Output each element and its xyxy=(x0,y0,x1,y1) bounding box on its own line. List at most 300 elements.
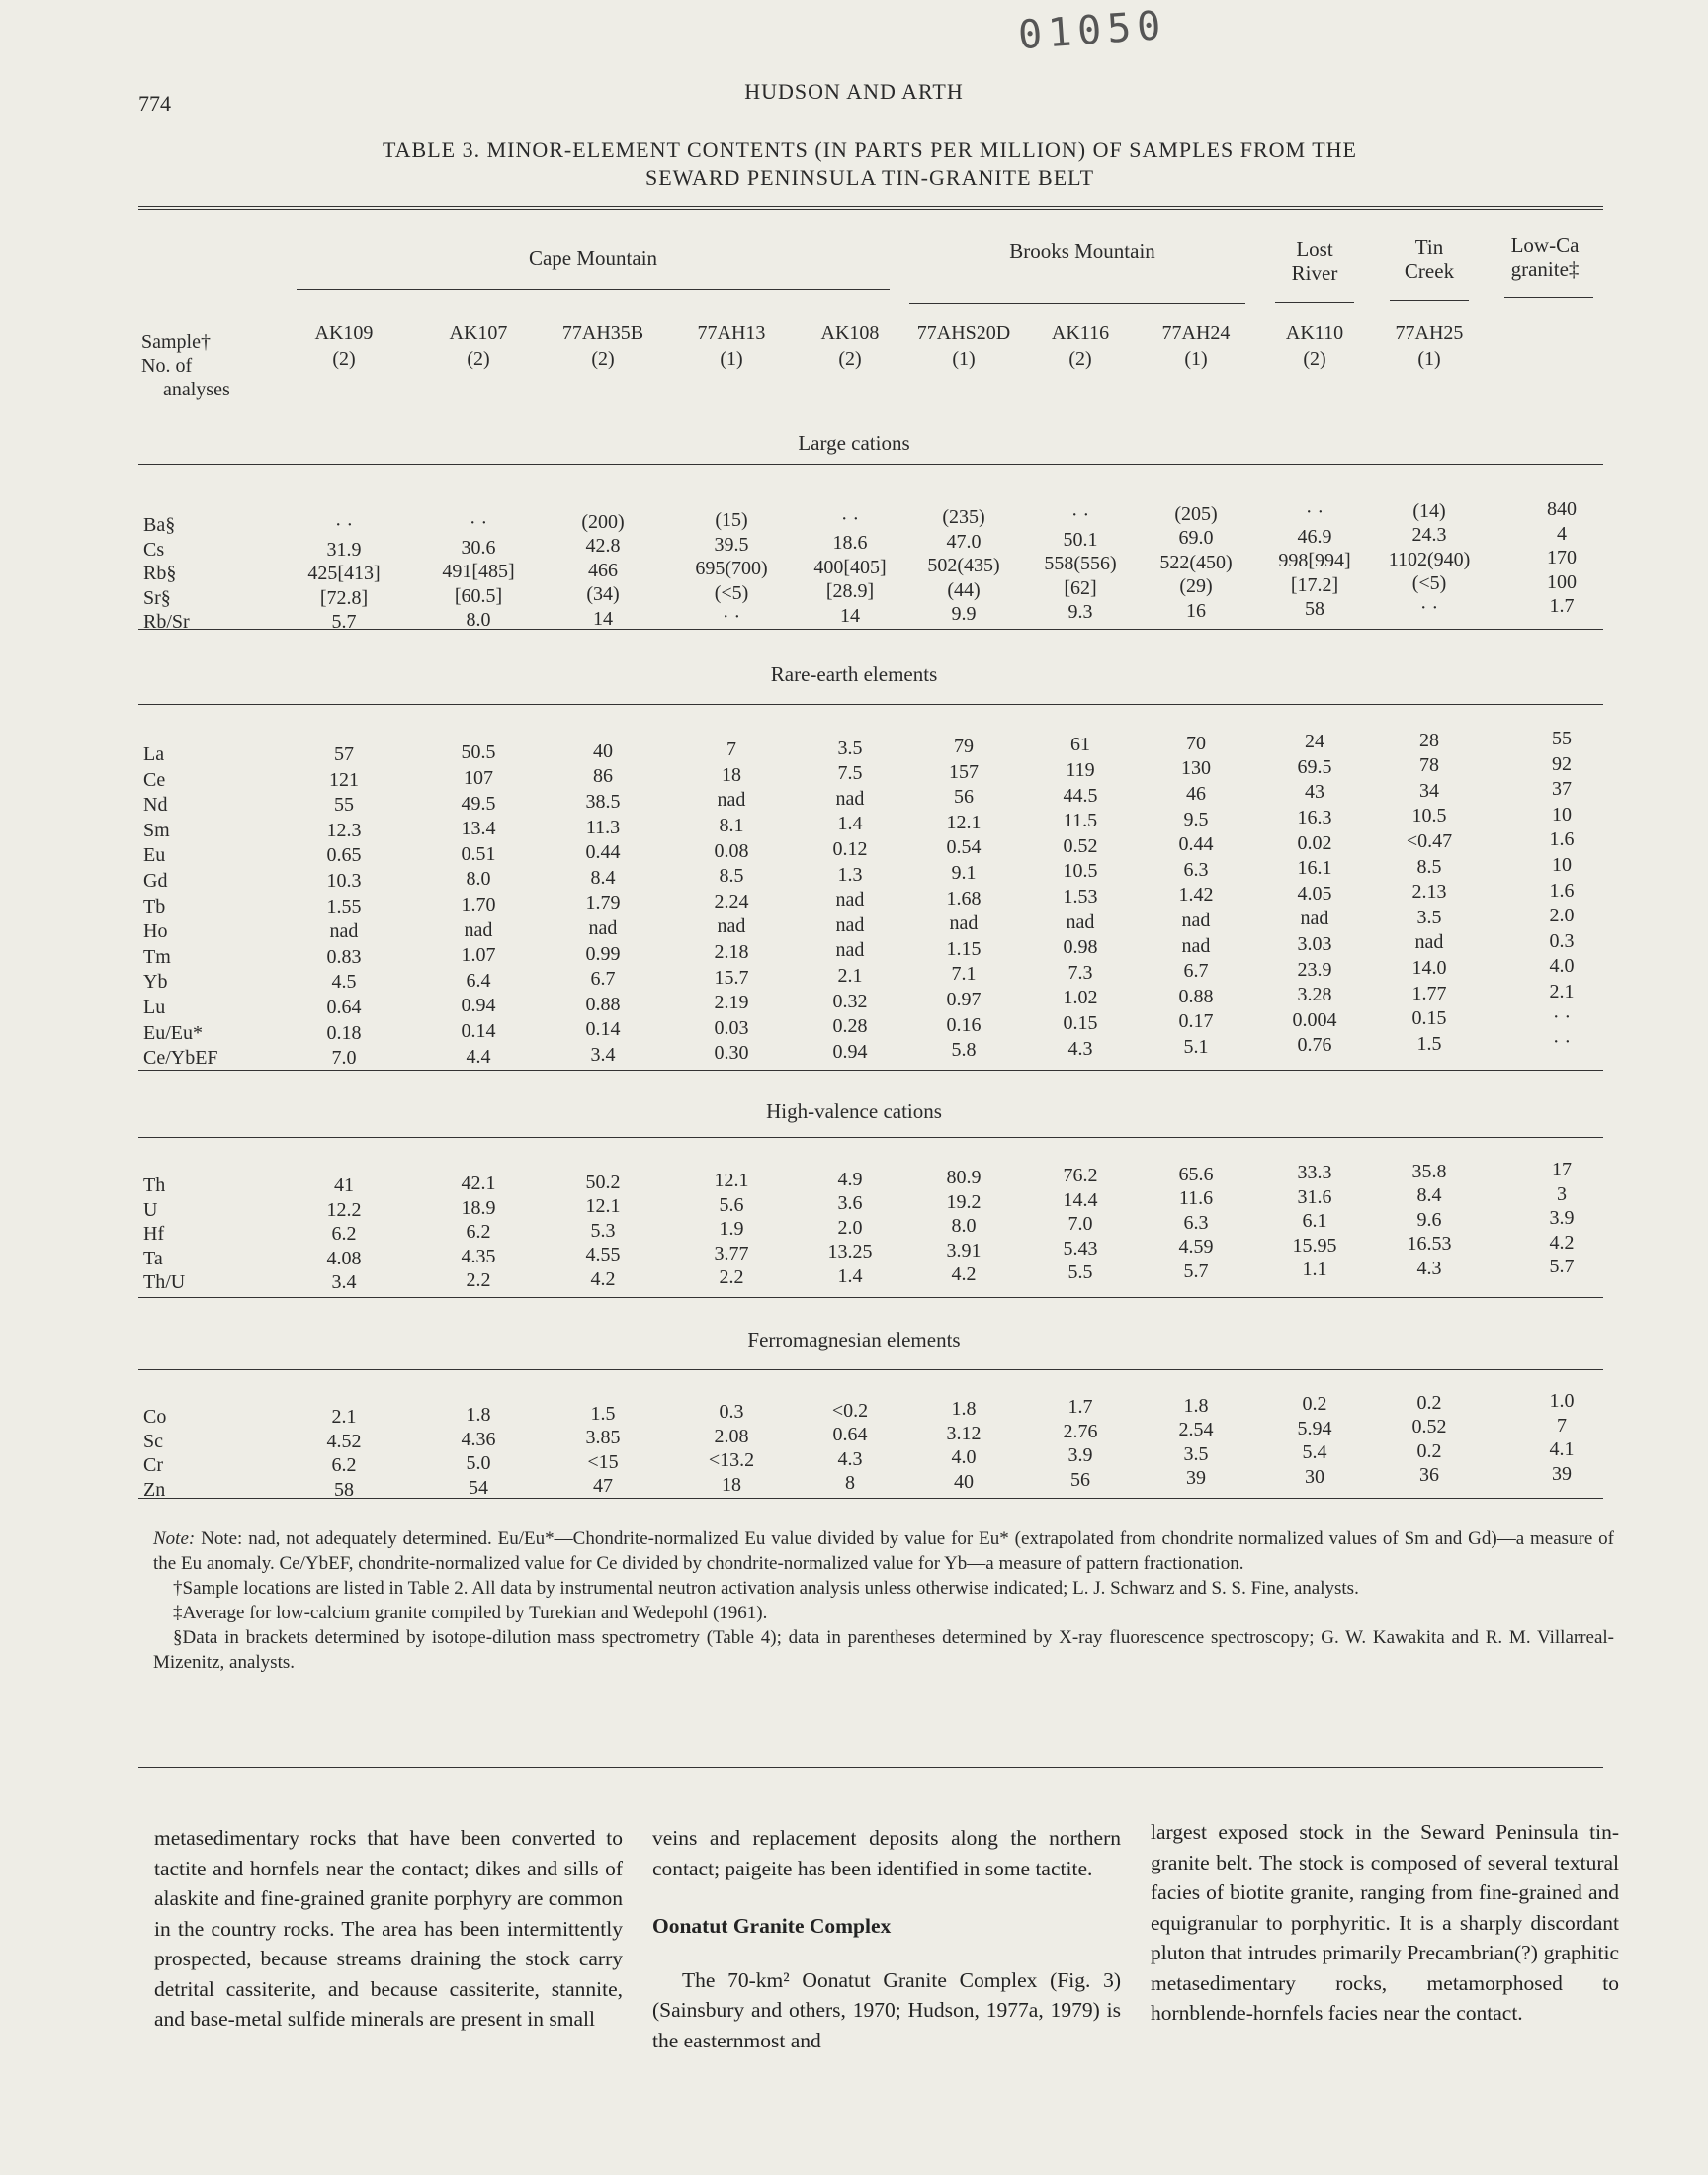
table-cell: 15.95 xyxy=(1292,1234,1337,1257)
table-cell: 4.4 xyxy=(466,1045,491,1068)
table-cell: 1.0 xyxy=(1549,1390,1575,1412)
table-cell: nad xyxy=(588,917,618,939)
table-cell: 0.76 xyxy=(1297,1034,1332,1057)
row-label: La xyxy=(143,743,165,765)
table-cell: 2.76 xyxy=(1063,1420,1098,1442)
table-cell: 18.6 xyxy=(832,532,868,555)
row-label: Ho xyxy=(143,920,168,943)
table-cell: 0.28 xyxy=(832,1015,868,1038)
table-cell: 78 xyxy=(1419,754,1439,777)
table-cell: 5.4 xyxy=(1302,1441,1327,1464)
table-cell: 1.42 xyxy=(1178,884,1214,907)
table-cell: 695(700) xyxy=(695,558,768,580)
table-cell: 56 xyxy=(954,786,974,809)
table-cell: 1.77 xyxy=(1411,982,1447,1004)
group-lost-river xyxy=(1255,237,1374,285)
table-cell: 18 xyxy=(722,763,741,786)
table-top-rule xyxy=(138,206,1603,210)
table-cell: 3.4 xyxy=(590,1044,616,1066)
table-cell: · · xyxy=(840,507,860,530)
table-cell: 46 xyxy=(1186,783,1206,805)
table-cell: 8.5 xyxy=(1416,855,1442,878)
table-cell: (235) xyxy=(942,506,985,528)
table-cell: 7.3 xyxy=(1068,961,1093,984)
table-cell: · · xyxy=(1419,596,1439,619)
row-label: Th/U xyxy=(143,1271,186,1293)
table-cell: nad xyxy=(835,914,865,936)
table-cell: 1.7 xyxy=(1549,595,1575,617)
lost-underline xyxy=(1275,302,1354,303)
table-cell: 0.54 xyxy=(946,836,982,859)
table-cell: 0.51 xyxy=(461,842,496,865)
table-cell: 466 xyxy=(588,559,618,581)
table-cell: 3.9 xyxy=(1068,1444,1093,1467)
row-label: Sc xyxy=(143,1430,163,1452)
table-cell: 1.5 xyxy=(590,1402,616,1425)
table-cell: 49.5 xyxy=(461,792,496,815)
section-title-fm: Ferromagnesian elements xyxy=(747,1328,961,1351)
table-cell: 6.1 xyxy=(1302,1210,1327,1233)
table-cell: 5.6 xyxy=(719,1193,744,1216)
table-cell: 400[405] xyxy=(813,556,887,578)
sample-id: 77AH13 xyxy=(697,322,766,344)
table-cell: 9.6 xyxy=(1416,1208,1442,1231)
table-cell: <0.47 xyxy=(1406,830,1453,852)
table-cell: 4.2 xyxy=(951,1263,977,1285)
table-cell: · · xyxy=(334,514,354,536)
table-cell: 2.2 xyxy=(719,1266,744,1289)
table-cell: 36 xyxy=(1419,1464,1439,1487)
section-rule-large xyxy=(138,464,1603,465)
table-cell: · · xyxy=(469,512,488,535)
table-cell: nad xyxy=(835,787,865,810)
table-cell: 0.16 xyxy=(946,1013,982,1036)
tin-creek-line2: Creek xyxy=(1404,259,1455,283)
table-cell: 4.59 xyxy=(1178,1236,1214,1259)
table-cell: 0.2 xyxy=(1302,1393,1327,1416)
table-cell: 16.1 xyxy=(1297,857,1332,880)
column-header xyxy=(791,320,909,372)
table-cell: 12.1 xyxy=(946,811,982,833)
table-cell: 1.02 xyxy=(1063,987,1098,1009)
table-cell: 3.5 xyxy=(1416,906,1442,928)
table-cell: 8.0 xyxy=(466,609,491,632)
row-label: Yb xyxy=(143,971,168,994)
table-cell: (44) xyxy=(947,578,981,601)
table-cell: 7.5 xyxy=(837,762,863,785)
table-cell: 23.9 xyxy=(1297,958,1332,981)
row-label: Tm xyxy=(143,945,171,968)
tin-creek-line1: Tin xyxy=(1414,235,1444,259)
sample-id: 77AHS20D xyxy=(916,322,1011,344)
column-header xyxy=(904,320,1023,372)
table-cell: 3.77 xyxy=(714,1242,749,1264)
table-cell: 2.08 xyxy=(714,1425,749,1447)
table-cell: 19.2 xyxy=(946,1190,982,1213)
table-cell: 1102(940) xyxy=(1388,548,1471,570)
table-cell: 0.02 xyxy=(1297,831,1332,854)
table-cell: 2.1 xyxy=(837,965,863,987)
table-cell: 38.5 xyxy=(585,791,621,813)
table-cell: <13.2 xyxy=(708,1449,755,1472)
table-notes xyxy=(153,1526,1614,1675)
table-cell: 0.17 xyxy=(1178,1010,1214,1033)
table-cell: 28 xyxy=(1419,729,1439,751)
table-cell: 3.12 xyxy=(946,1422,982,1444)
brooks-underline xyxy=(909,303,1245,304)
table-cell: 15.7 xyxy=(714,966,749,989)
table-cell: 5.8 xyxy=(951,1039,977,1062)
analysis-count: (1) xyxy=(1417,348,1441,370)
table-cell: 6.3 xyxy=(1183,1211,1209,1234)
column-header xyxy=(1137,320,1255,372)
table-cell: 12.1 xyxy=(714,1170,749,1192)
table-cell: 5.3 xyxy=(590,1219,616,1242)
table-cell: 2.54 xyxy=(1178,1419,1214,1441)
table-cell: 4.3 xyxy=(1068,1037,1093,1060)
table-cell: 61 xyxy=(1070,734,1090,756)
table-cell: nad xyxy=(1300,908,1329,930)
table-cell: 13.4 xyxy=(461,818,496,840)
table-cell: 58 xyxy=(334,1478,354,1501)
row-label: Cs xyxy=(143,538,165,561)
table-cell: nad xyxy=(835,889,865,912)
table-cell: 2.1 xyxy=(331,1406,357,1428)
table-cell: 998[994] xyxy=(1278,550,1351,572)
table-cell: 1.6 xyxy=(1549,828,1575,851)
table-cell: 4.3 xyxy=(837,1447,863,1470)
table-cell: 8.0 xyxy=(466,868,491,891)
row-label: Hf xyxy=(143,1223,165,1245)
table-cell: 0.94 xyxy=(461,995,496,1017)
table-caption xyxy=(297,136,1443,192)
row-label: Ce xyxy=(143,768,166,791)
table-cell: (34) xyxy=(586,583,620,606)
section-title-large: Large cations xyxy=(798,431,910,455)
section-rule-fm xyxy=(138,1369,1603,1370)
table-cell: 86 xyxy=(593,765,613,788)
table-cell: 491[485] xyxy=(442,561,515,583)
table-cell: 3.85 xyxy=(585,1427,621,1449)
table-cell: 10 xyxy=(1552,803,1572,826)
table-bottom-rule xyxy=(138,1498,1603,1499)
table-cell: 3 xyxy=(1557,1182,1567,1205)
analysis-count: (2) xyxy=(1303,348,1326,370)
table-cell: 0.15 xyxy=(1411,1007,1447,1030)
note-dagger: †Sample locations are listed in Table 2. All data by instrumental neutron activation analysis unless otherwise indicated; L. J. Schwarz and S. S. Fine, analysts. xyxy=(173,1578,1359,1599)
table-cell: 3.4 xyxy=(331,1271,357,1293)
table-cell: 40 xyxy=(593,740,613,762)
analysis-count: (1) xyxy=(720,348,743,370)
row-label: Ta xyxy=(143,1247,163,1269)
row-label: Tb xyxy=(143,895,166,917)
table-cell: 6.2 xyxy=(331,1454,357,1476)
table-cell: 0.3 xyxy=(719,1401,744,1424)
table-cell: (200) xyxy=(581,510,625,533)
analysis-count: (2) xyxy=(838,348,862,370)
table-cell: [17.2] xyxy=(1290,573,1339,596)
body-column-2 xyxy=(652,1823,1121,2055)
table-cell: 80.9 xyxy=(946,1167,982,1188)
table-cell: 18.9 xyxy=(461,1196,496,1219)
note-main-text: Note: nad, not adequately determined. Eu/Eu*—Chondrite-normalized Eu value divided by value for Eu* (extrapolated from chondrite normalized values of Sm and Gd)—a measure of the Eu anomaly. Ce/YbEF, chondrite-normalized value for Ce divided by chondrite-normalized value for Yb—a measure of pattern fractionation. xyxy=(153,1528,1615,1574)
table-cell: 14.0 xyxy=(1411,957,1447,979)
table-cell: (15) xyxy=(715,509,748,532)
table-cell: 16.53 xyxy=(1407,1233,1452,1256)
table-cell: 4.35 xyxy=(461,1245,496,1267)
table-cell: 502(435) xyxy=(927,555,1000,576)
section-end-rule-hv xyxy=(138,1297,1603,1298)
table-cell: 39 xyxy=(1552,1462,1572,1485)
table-cell: 6.2 xyxy=(466,1221,491,1244)
table-cell: 107 xyxy=(464,767,493,789)
table-cell: 6.4 xyxy=(466,969,491,992)
table-cell: 2.13 xyxy=(1411,881,1447,904)
table-cell: (<5) xyxy=(714,581,749,604)
table-cell: 30 xyxy=(1305,1465,1324,1488)
table-cell: 522(450) xyxy=(1159,551,1233,573)
table-cell: 0.12 xyxy=(832,838,868,860)
table-cell: 1.5 xyxy=(1416,1032,1442,1055)
table-cell: 0.44 xyxy=(1178,833,1214,856)
table-cell: 3.91 xyxy=(946,1239,982,1262)
table-cell: 3.28 xyxy=(1297,984,1332,1006)
table-cell: 1.6 xyxy=(1549,879,1575,902)
table-cell: 44.5 xyxy=(1063,784,1098,807)
table-cell: 12.2 xyxy=(326,1198,362,1221)
table-cell: 3.03 xyxy=(1297,933,1332,955)
table-cell: 100 xyxy=(1547,570,1577,593)
group-tin-creek xyxy=(1370,235,1489,283)
table-cell: 0.83 xyxy=(326,945,362,968)
sample-id: AK107 xyxy=(449,322,508,344)
table-cell: 8.5 xyxy=(719,865,744,888)
table-cell: 47 xyxy=(593,1475,613,1498)
table-cell: 69.0 xyxy=(1178,527,1214,550)
table-cell: 16.3 xyxy=(1297,807,1332,828)
lost-river-line1: Lost xyxy=(1296,237,1333,261)
sample-id: 77AH24 xyxy=(1161,322,1231,344)
table-cell: nad xyxy=(717,789,746,812)
table-cell: 0.98 xyxy=(1063,936,1098,959)
stub-analyses: analyses xyxy=(163,379,230,400)
row-label: Ce/YbEF xyxy=(143,1047,218,1070)
table-cell: 8.0 xyxy=(951,1215,977,1237)
section-title-ree: Rare-earth elements xyxy=(770,662,938,686)
table-cell: 1.79 xyxy=(585,892,621,914)
row-label: Sm xyxy=(143,819,170,841)
table-cell: 130 xyxy=(1181,757,1211,780)
table-cell: 76.2 xyxy=(1063,1165,1098,1187)
table-cell: 5.1 xyxy=(1183,1036,1209,1058)
note-main: Note: Note: nad, not adequately determined. Eu/Eu*—Chondrite-normalized Eu value divided by value for Eu* (extrapolated from chondrite normalized values of Sm and Gd)—a measure of the Eu anomaly. Ce/YbEF, chondrite-normalized value for Ce divided by chondrite-normalized value for Yb—a measure of pattern fractionation. xyxy=(153,1528,1615,1574)
table-cell: 7.0 xyxy=(331,1047,357,1070)
column-header xyxy=(672,320,791,372)
table-cell: 4.0 xyxy=(1549,955,1575,978)
table-cell: [60.5] xyxy=(454,584,503,607)
table-cell: 4.1 xyxy=(1549,1438,1575,1460)
table-cell: 5.7 xyxy=(1183,1260,1209,1282)
row-label: Ba§ xyxy=(143,514,176,536)
table-cell: nad xyxy=(1414,931,1444,954)
table-cell: 0.2 xyxy=(1416,1439,1442,1462)
section-end-rule-ree xyxy=(138,1070,1603,1071)
col1-text: metasedimentary rocks that have been converted to tactite and hornfels near the contact; dikes and sills of alaskite and fine-grained granite porphyry are common in the country rocks. The area has been intermittently prospected, because streams draining the stock carry detrital cassiterite, and because cassiterite, stannite, and base-metal sulfide minerals are present in small xyxy=(154,1826,624,2031)
table-cell: 41 xyxy=(334,1174,354,1196)
table-cell: 0.3 xyxy=(1549,929,1575,952)
table-cell: 1.8 xyxy=(951,1398,977,1420)
table-cell: [62] xyxy=(1064,576,1097,599)
table-cell: 11.6 xyxy=(1178,1187,1214,1210)
table-cell: · · xyxy=(1552,1005,1572,1028)
table-cell: 1.15 xyxy=(946,937,982,960)
section-heading-oonatut: Oonatut Granite Complex xyxy=(652,1914,892,1938)
table-cell: 0.30 xyxy=(714,1042,749,1065)
table-cell: 14.4 xyxy=(1063,1188,1098,1211)
table-cell: (<5) xyxy=(1411,572,1447,595)
col2-text-a: veins and replacement deposits along the northern contact; paigeite has been identified in some tactite. xyxy=(652,1826,1121,1880)
table-cell: 31.6 xyxy=(1297,1185,1332,1208)
analysis-count: (2) xyxy=(467,348,490,370)
table-cell: 1.1 xyxy=(1302,1259,1327,1281)
table-cell: 5.5 xyxy=(1068,1262,1093,1284)
table-cell: 7.1 xyxy=(951,963,977,986)
table-cell: 2.0 xyxy=(1549,905,1575,927)
table-cell: 69.5 xyxy=(1297,755,1332,778)
row-label: Eu/Eu* xyxy=(143,1021,203,1044)
table-cell: 1.4 xyxy=(837,1264,863,1287)
table-cell: nad xyxy=(329,920,359,943)
cape-underline xyxy=(297,289,890,290)
table-cell: 55 xyxy=(334,794,354,817)
group-cape-mountain: Cape Mountain xyxy=(528,246,658,270)
table-cell: 5.0 xyxy=(466,1452,491,1475)
table-cell: 7.0 xyxy=(1068,1213,1093,1236)
table-cell: 1.53 xyxy=(1063,886,1098,908)
table-cell: 0.14 xyxy=(461,1020,496,1042)
table-cell: 2.1 xyxy=(1549,981,1575,1002)
table-cell: 7 xyxy=(726,739,736,761)
table-cell: 6.7 xyxy=(1183,960,1209,983)
stub-no-of: No. of xyxy=(141,355,193,377)
table-cell: 3.9 xyxy=(1549,1207,1575,1229)
table-cell: 8.4 xyxy=(590,866,616,889)
table-cell: 0.99 xyxy=(585,942,621,965)
table-cell: 4.3 xyxy=(1416,1257,1442,1279)
caption-line-1: TABLE 3. MINOR-ELEMENT CONTENTS (IN PARTS PER MILLION) OF SAMPLES FROM THE xyxy=(382,137,1357,162)
body-column-3 xyxy=(1151,1817,1619,2029)
row-label: Eu xyxy=(143,844,166,867)
section-end-rule-large xyxy=(138,629,1603,630)
row-label: Lu xyxy=(143,997,166,1018)
analysis-count: (2) xyxy=(591,348,615,370)
table-cell: 6.3 xyxy=(1183,858,1209,881)
table-cell: (14) xyxy=(1412,499,1446,522)
table-cell: 1.07 xyxy=(461,944,496,967)
section-rule-hv xyxy=(138,1137,1603,1138)
table-cell: 4.08 xyxy=(326,1247,362,1269)
table-cell: 0.64 xyxy=(832,1424,868,1446)
table-cell: 2.0 xyxy=(837,1216,863,1239)
column-header xyxy=(419,320,538,372)
table-cell: 43 xyxy=(1305,781,1324,804)
table-cell: 39.5 xyxy=(714,533,749,556)
table-cell: 10.5 xyxy=(1411,805,1447,827)
sample-id: AK108 xyxy=(820,322,880,344)
tin-underline xyxy=(1390,300,1469,301)
table-cell: <15 xyxy=(587,1450,619,1473)
row-label: Sr§ xyxy=(143,586,171,609)
row-label: Zn xyxy=(143,1478,166,1501)
col3-text: largest exposed stock in the Seward Peninsula tin-granite belt. The stock is composed of several textural facies of biotite granite, ranging from fine-grained and equigranular to porphyritic. It is a sharply discordant pluton that intrudes primarily Precambrian(?) graphitic metasedimentary rocks, metamorphosed to hornblende-hornfels facies near the contact. xyxy=(1151,1820,1619,2025)
table-cell: 57 xyxy=(334,743,354,765)
table-cell: 42.8 xyxy=(585,535,621,558)
table-cell: 3.5 xyxy=(1183,1442,1209,1465)
row-label: Cr xyxy=(143,1454,163,1476)
table-cell: · · xyxy=(1552,1031,1572,1054)
table-cell: 13.25 xyxy=(827,1241,873,1263)
table-cell: 4.2 xyxy=(590,1267,616,1290)
table-cell: 17 xyxy=(1552,1159,1572,1180)
table-cell: 2.2 xyxy=(466,1269,491,1292)
table-cell: 0.08 xyxy=(714,839,749,862)
table-cell: · · xyxy=(1305,501,1324,524)
table-cell: 33.3 xyxy=(1297,1162,1332,1184)
caption-line-2: SEWARD PENINSULA TIN-GRANITE BELT xyxy=(644,165,1095,190)
archive-stamp: 01050 xyxy=(1016,2,1168,59)
table-cell: 4 xyxy=(1557,522,1567,545)
analysis-count: (1) xyxy=(1184,348,1208,370)
table-cell: 1.9 xyxy=(719,1218,744,1241)
table-cell: nad xyxy=(464,918,493,941)
table-cell: 42.1 xyxy=(461,1173,496,1195)
row-label: Nd xyxy=(143,794,168,817)
table-cell: 0.44 xyxy=(585,841,621,864)
table-cell: 119 xyxy=(1066,759,1095,781)
table-cell: 55 xyxy=(1552,728,1572,749)
table-cell: [28.9] xyxy=(825,580,875,603)
table-cell: 9.3 xyxy=(1068,601,1093,624)
table-cell: 50.2 xyxy=(585,1171,621,1193)
table-cell: 170 xyxy=(1547,547,1577,568)
table-cell: 0.88 xyxy=(1178,985,1214,1007)
table-cell: 8.1 xyxy=(719,815,744,836)
table-cell: 8.4 xyxy=(1416,1184,1442,1207)
row-label: Gd xyxy=(143,870,168,892)
table-cell: 0.32 xyxy=(832,990,868,1012)
table-cell: 11.5 xyxy=(1063,810,1098,832)
table-cell: 12.1 xyxy=(585,1195,621,1218)
table-cell: 39 xyxy=(1186,1467,1206,1490)
table-cell: 37 xyxy=(1552,778,1572,801)
table-cell: 0.14 xyxy=(585,1018,621,1041)
sample-id: AK110 xyxy=(1285,322,1344,344)
table-cell: 0.88 xyxy=(585,993,621,1015)
table-cell: 24 xyxy=(1305,731,1324,753)
stub-sample: Sample† xyxy=(141,331,211,353)
sample-id: 77AH25 xyxy=(1395,322,1464,344)
table-cell: 30.6 xyxy=(461,536,496,559)
table-cell: 9.5 xyxy=(1183,808,1209,830)
row-label: Rb§ xyxy=(143,563,177,584)
analysis-count: (1) xyxy=(952,348,976,370)
table-cell: 54 xyxy=(469,1476,488,1499)
table-cell: 31.9 xyxy=(326,538,362,561)
table-cell: 4.0 xyxy=(951,1446,977,1468)
table-cell: 70 xyxy=(1186,732,1206,754)
table-cell: nad xyxy=(949,913,979,935)
table-cell: 10 xyxy=(1552,854,1572,876)
